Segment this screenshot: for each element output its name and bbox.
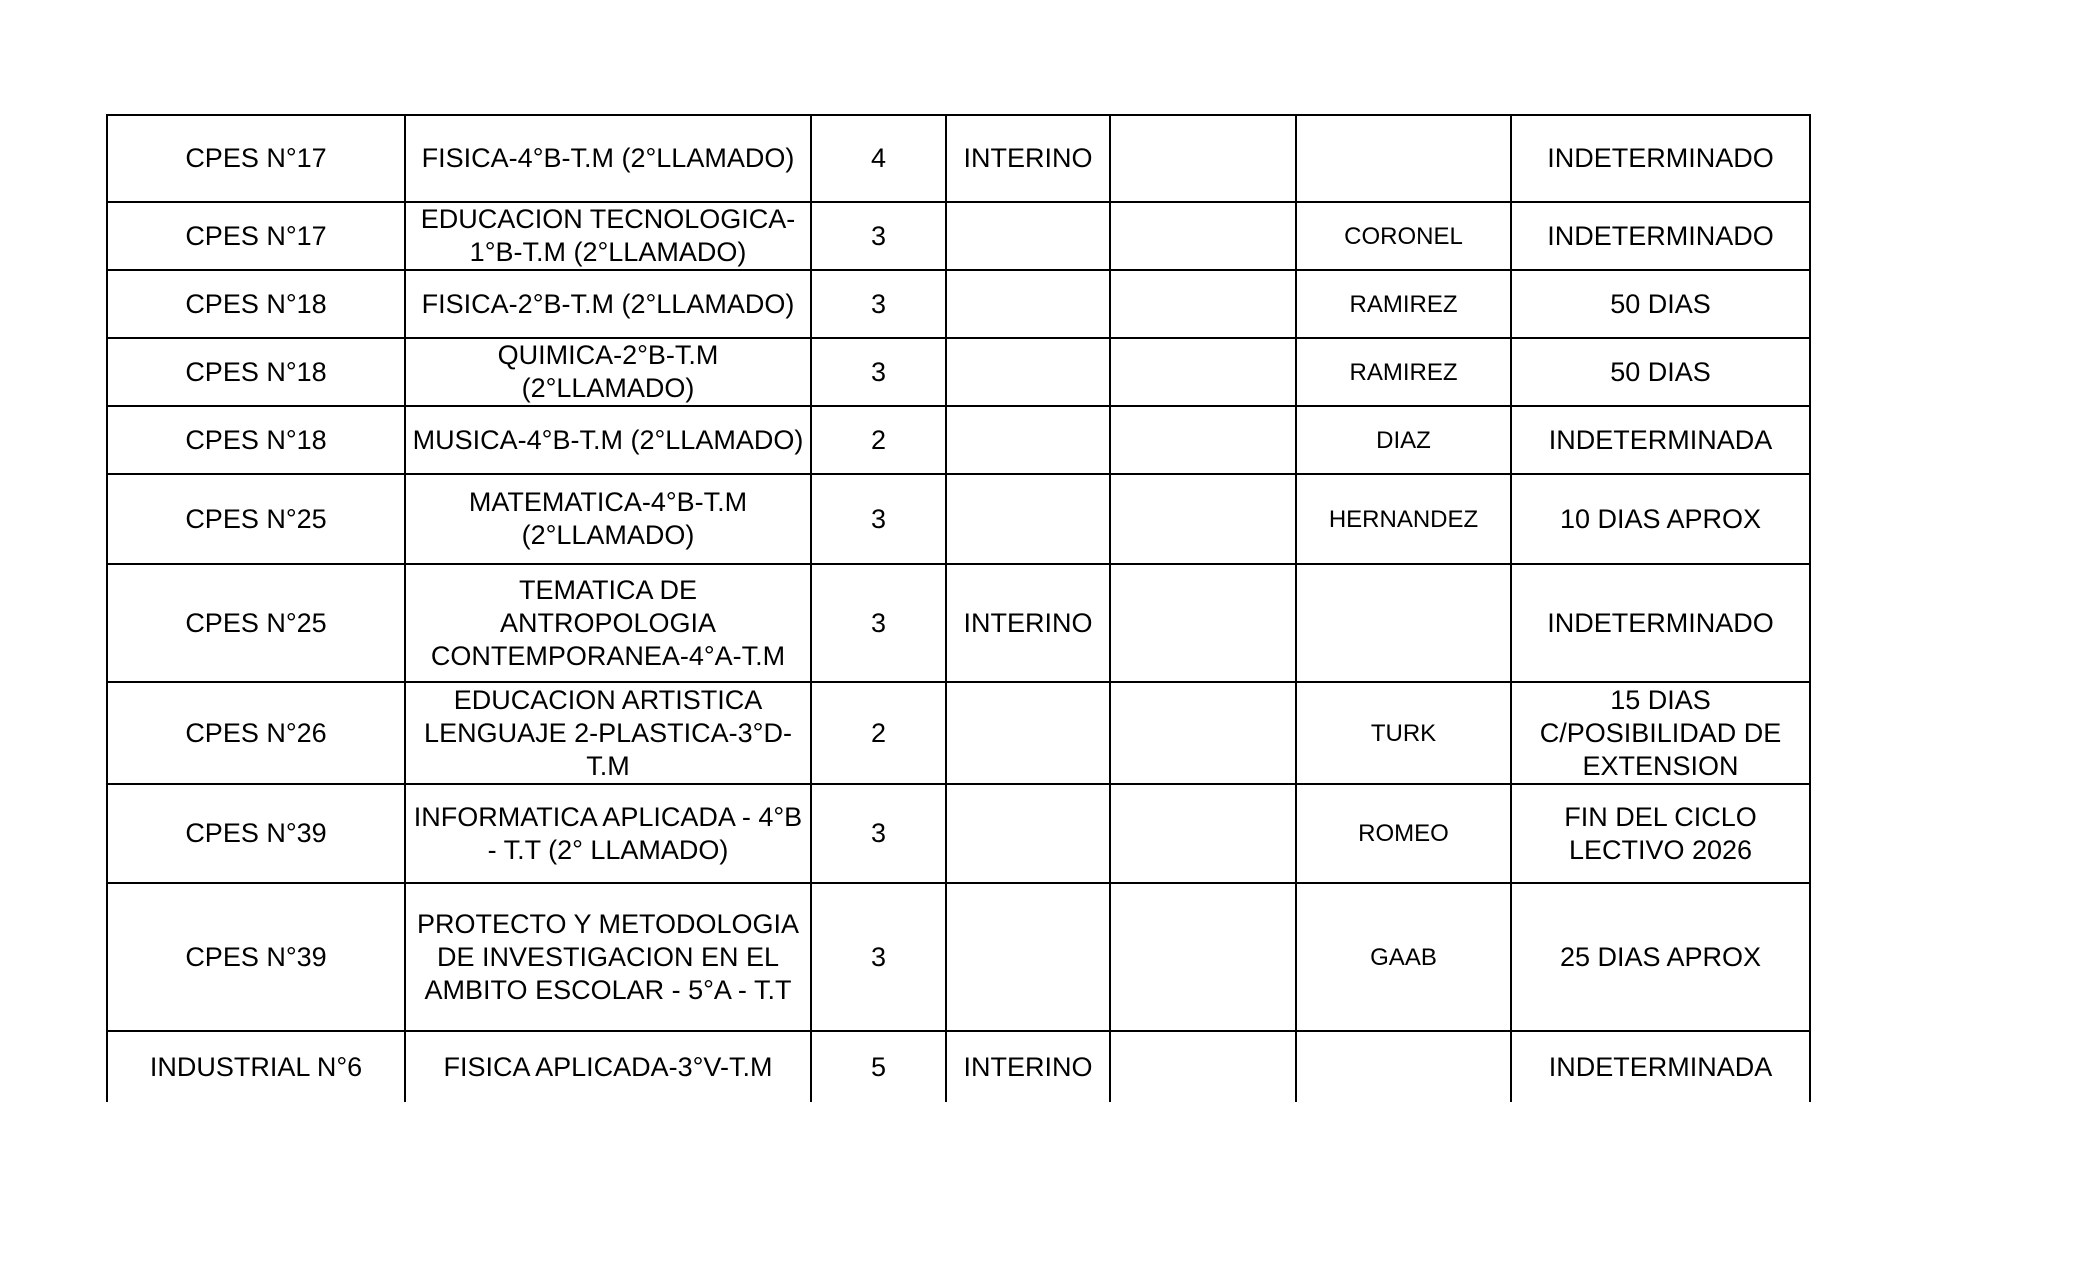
duration-cell: INDETERMINADA [1511, 1031, 1810, 1102]
school-cell: INDUSTRIAL N°6 [107, 1031, 405, 1102]
subject-cell: FISICA-4°B-T.M (2°LLAMADO) [405, 115, 811, 202]
duration-cell: INDETERMINADO [1511, 564, 1810, 682]
school-cell: CPES N°17 [107, 202, 405, 270]
table-row [107, 682, 1810, 784]
teacher-cell: DIAZ [1296, 406, 1511, 474]
subject-cell: TEMATICA DE ANTROPOLOGIA CONTEMPORANEA-4°A-T.M [405, 564, 811, 682]
duration-cell: INDETERMINADA [1511, 406, 1810, 474]
empty-cell [1110, 338, 1296, 406]
duration-cell: FIN DEL CICLO LECTIVO 2026 [1511, 784, 1810, 883]
document-sheet [106, 114, 1811, 1102]
hours-cell: 3 [811, 338, 946, 406]
hours-cell: 2 [811, 406, 946, 474]
subject-cell: QUIMICA-2°B-T.M (2°LLAMADO) [405, 338, 811, 406]
school-cell: CPES N°17 [107, 115, 405, 202]
status-cell [946, 338, 1110, 406]
table-row [107, 338, 1810, 406]
subject-cell: EDUCACION TECNOLOGICA-1°B-T.M (2°LLAMADO) [405, 202, 811, 270]
empty-cell [1110, 682, 1296, 784]
empty-cell [1110, 564, 1296, 682]
subject-cell: EDUCACION ARTISTICA LENGUAJE 2-PLASTICA-3°D-T.M [405, 682, 811, 784]
table-row [107, 1031, 1810, 1102]
school-cell: CPES N°39 [107, 883, 405, 1031]
duration-cell: 15 DIAS C/POSIBILIDAD DE EXTENSION [1511, 682, 1810, 784]
status-cell [946, 883, 1110, 1031]
school-cell: CPES N°25 [107, 564, 405, 682]
hours-cell: 3 [811, 784, 946, 883]
teacher-cell: RAMIREZ [1296, 270, 1511, 338]
subject-cell: FISICA APLICADA-3°V-T.M [405, 1031, 811, 1102]
duration-cell: 25 DIAS APROX [1511, 883, 1810, 1031]
status-cell [946, 406, 1110, 474]
hours-cell: 5 [811, 1031, 946, 1102]
duration-cell: 10 DIAS APROX [1511, 474, 1810, 564]
teacher-cell: HERNANDEZ [1296, 474, 1511, 564]
status-cell [946, 202, 1110, 270]
empty-cell [1110, 115, 1296, 202]
vacancy-table [106, 114, 1811, 1102]
duration-cell: INDETERMINADO [1511, 115, 1810, 202]
duration-cell: 50 DIAS [1511, 270, 1810, 338]
school-cell: CPES N°18 [107, 338, 405, 406]
teacher-cell [1296, 564, 1511, 682]
teacher-cell: RAMIREZ [1296, 338, 1511, 406]
hours-cell: 3 [811, 883, 946, 1031]
hours-cell: 3 [811, 270, 946, 338]
hours-cell: 3 [811, 564, 946, 682]
subject-cell: FISICA-2°B-T.M (2°LLAMADO) [405, 270, 811, 338]
hours-cell: 3 [811, 474, 946, 564]
school-cell: CPES N°18 [107, 406, 405, 474]
school-cell: CPES N°39 [107, 784, 405, 883]
subject-cell: INFORMATICA APLICADA - 4°B - T.T (2° LLAMADO) [405, 784, 811, 883]
subject-cell: PROTECTO Y METODOLOGIA DE INVESTIGACION EN EL AMBITO ESCOLAR - 5°A - T.T [405, 883, 811, 1031]
hours-cell: 2 [811, 682, 946, 784]
teacher-cell [1296, 1031, 1511, 1102]
empty-cell [1110, 474, 1296, 564]
empty-cell [1110, 406, 1296, 474]
school-cell: CPES N°18 [107, 270, 405, 338]
hours-cell: 3 [811, 202, 946, 270]
status-cell [946, 784, 1110, 883]
status-cell [946, 270, 1110, 338]
teacher-cell: GAAB [1296, 883, 1511, 1031]
teacher-cell: CORONEL [1296, 202, 1511, 270]
teacher-cell: TURK [1296, 682, 1511, 784]
table-row [107, 564, 1810, 682]
status-cell: INTERINO [946, 1031, 1110, 1102]
empty-cell [1110, 202, 1296, 270]
hours-cell: 4 [811, 115, 946, 202]
table-row [107, 202, 1810, 270]
status-cell [946, 474, 1110, 564]
teacher-cell [1296, 115, 1511, 202]
subject-cell: MATEMATICA-4°B-T.M (2°LLAMADO) [405, 474, 811, 564]
duration-cell: 50 DIAS [1511, 338, 1810, 406]
empty-cell [1110, 270, 1296, 338]
duration-cell: INDETERMINADO [1511, 202, 1810, 270]
empty-cell [1110, 1031, 1296, 1102]
table-row [107, 270, 1810, 338]
status-cell: INTERINO [946, 115, 1110, 202]
subject-cell: MUSICA-4°B-T.M (2°LLAMADO) [405, 406, 811, 474]
table-row [107, 883, 1810, 1031]
school-cell: CPES N°26 [107, 682, 405, 784]
table-row [107, 474, 1810, 564]
empty-cell [1110, 883, 1296, 1031]
table-row [107, 406, 1810, 474]
status-cell: INTERINO [946, 564, 1110, 682]
table-row [107, 784, 1810, 883]
school-cell: CPES N°25 [107, 474, 405, 564]
teacher-cell: ROMEO [1296, 784, 1511, 883]
table-row [107, 115, 1810, 202]
empty-cell [1110, 784, 1296, 883]
status-cell [946, 682, 1110, 784]
